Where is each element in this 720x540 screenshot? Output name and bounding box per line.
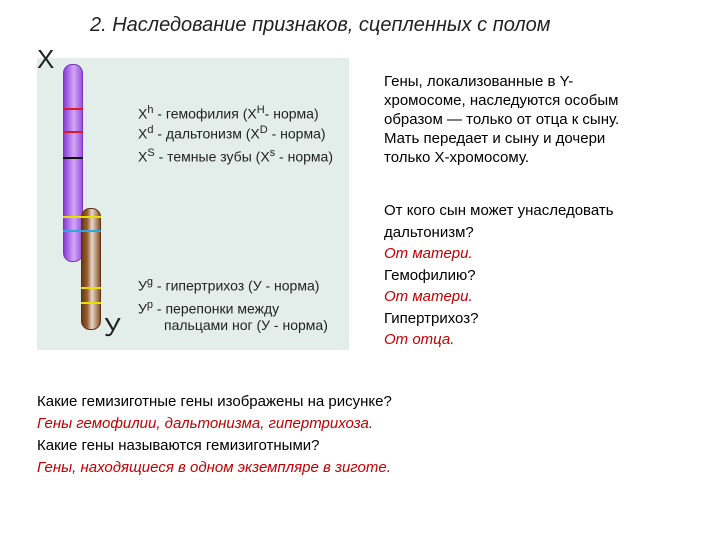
question-colorblind: От кого сын может унаследовать <box>384 202 614 219</box>
x-band-teeth <box>63 157 83 159</box>
question-hemophilia: Гемофилию? <box>384 266 476 284</box>
x-band-colorblind <box>63 131 83 133</box>
bottom-qa <box>37 391 392 479</box>
x-band-yellow <box>63 216 101 218</box>
x-band-hemophilia <box>63 108 83 110</box>
answer-hemophilia: От матери. <box>384 288 473 305</box>
intro-line: только Х-хромосому. <box>384 149 530 166</box>
y-chromosome-label: У <box>104 312 121 342</box>
y-gene-webbing: $У^p$ - перепонки между <box>138 299 280 317</box>
y-band-webbing <box>81 302 101 304</box>
right-qa <box>384 200 704 351</box>
intro-line: образом — только от отца к сыну. <box>384 111 620 128</box>
x-chromosome <box>63 64 83 262</box>
x-chromosome-label: Х <box>37 44 55 74</box>
x-gene-colorblind: $X^d$ - дальтонизм ($X^D$ - норма) <box>138 124 326 142</box>
y-gene-webbing-cont: пальцами ног (У - норма) <box>164 317 328 333</box>
y-chromosome <box>81 208 101 330</box>
question-colorblind-cont: дальтонизм? <box>384 223 474 241</box>
question-hypertrichosis: Гипертрихоз? <box>384 309 479 327</box>
x-band-blue <box>63 230 101 232</box>
answer-colorblind: От матери. <box>384 245 473 262</box>
question-hemizygous-definition: Какие гены называются гемизиготными? <box>37 437 320 454</box>
answer-hypertrichosis: От отца. <box>384 331 455 348</box>
y-band-hypertrichosis <box>81 287 101 289</box>
question-hemizygous-shown: Какие гемизиготные гены изображены на рисунке? <box>37 393 392 410</box>
intro-line: Мать передает и сыну и дочери <box>384 130 606 147</box>
answer-hemizygous-definition: Гены, находящиеся в одном экземпляре в зиготе. <box>37 459 391 476</box>
answer-hemizygous-shown: Гены гемофилии, дальтонизма, гипертрихоза. <box>37 415 374 432</box>
right-intro <box>384 72 704 167</box>
intro-line: Гены, локализованные в Y- <box>384 73 574 90</box>
y-gene-hypertrichosis: $У^g$ - гипертрихоз (У - норма) <box>138 276 320 294</box>
page-title: 2. Наследование признаков, сцепленных с полом <box>90 14 551 36</box>
x-gene-hemophilia: $X^h$ - гемофилия ($X^H-$ норма) <box>138 104 319 122</box>
intro-line: хромосоме, наследуются особым <box>384 92 619 109</box>
x-gene-teeth: $X^S$ - темные зубы ($X^s$ - норма) <box>138 147 333 165</box>
